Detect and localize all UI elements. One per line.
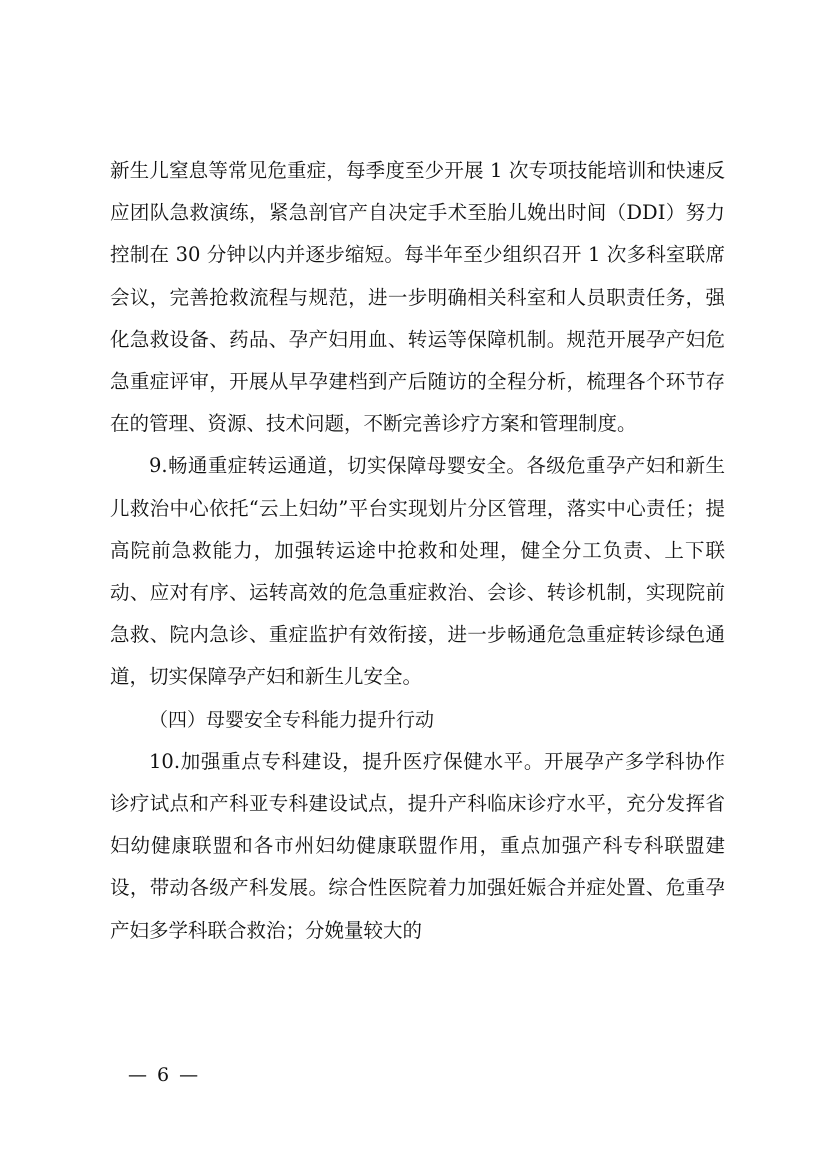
paragraph-continuation: 新生儿窒息等常见危重症，每季度至少开展 1 次专项技能培训和快速反应团队急救演练，紧急剖官产自决定手术至胎儿娩出时间（DDI）努力控制在 30 分钟以内并逐步缩短。每半年至少组织召开 1 次多科室联席会议，完善抢救流程与规范，进一步明确相关科室和人员职责任务，强化急救设备、药品、孕产妇用血、转运等保障机制。规范开展孕产妇危急重症评审，开展从早孕建档到产后随访的全程分析，梳理各个环节存在的管理、资源、技术问题，不断完善诊疗方案和管理制度。 <box>110 159 725 436</box>
paragraph-item-10: 10.加强重点专科建设，提升医疗保健水平。开展孕产多学科协作诊疗试点和产科亚专科建设试点，提升产科临床诊疗水平，充分发挥省妇幼健康联盟和各市州妇幼健康联盟作用，重点加强产科专科联盟建设，带动各级产科发展。综合性医院着力加强妊娠合并症处置、危重孕产妇多学科联合救治；分娩量较大的 <box>110 749 725 942</box>
page-number: — 6 — <box>128 1064 201 1086</box>
document-body <box>110 150 725 952</box>
paragraph-item-9: 9.畅通重症转运通道，切实保障母婴安全。各级危重孕产妇和新生儿救治中心依托“云上妇幼”平台实现划片分区管理，落实中心责任；提高院前急救能力，加强转运途中抢救和处理，健全分工负责、上下联动、应对有序、运转高效的危急重症救治、会诊、转诊机制，实现院前急救、院内急诊、重症监护有效衔接，进一步畅通危急重症转诊绿色通道，切实保障孕产妇和新生儿安全。 <box>110 454 725 689</box>
section-heading: （四）母婴安全专科能力提升行动 <box>149 708 435 731</box>
